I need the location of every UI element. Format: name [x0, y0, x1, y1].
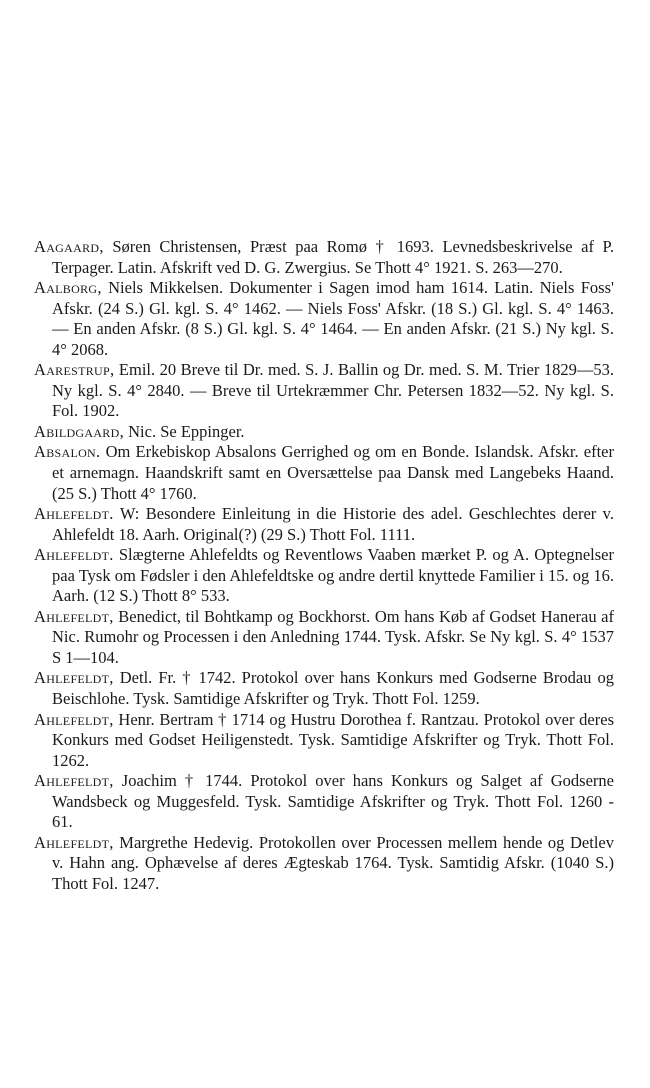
catalog-entry [34, 237, 614, 278]
catalog-entry [34, 360, 614, 422]
entry-text: Søren Christensen, Præst paa Romø † 1693. Levnedsbeskrivelse af P. Terpager. Latin. Afskrift ved D. G. Zwergius. Se Thott 4° 1921. S. 263—270. [52, 237, 614, 277]
catalog-entry [34, 504, 614, 545]
entry-name: Ahlefeldt, [34, 832, 114, 852]
catalog-entry [34, 607, 614, 669]
entry-name: Ahlefeldt, [34, 771, 114, 791]
catalog-entry [34, 278, 614, 360]
entry-text: Emil. 20 Breve til Dr. med. S. J. Ballin og Dr. med. S. M. Trier 1829—53. Ny kgl. S. 4° 2840. — Breve til Urtekræmmer Chr. Petersen 1832—52. Ny kgl. S. Fol. 1902. [52, 360, 614, 421]
entry-text: Om Erkebiskop Absalons Gerrighed og om en Bonde. Islandsk. Afskr. efter et arnemagn. Haandskrift samt en Oversættelse paa Dansk med Langebeks Haand. (25 S.) Thott 4° 1760. [52, 442, 614, 503]
entry-text: Slægterne Ahlefeldts og Reventlows Vaaben mærket P. og A. Optegnelser paa Tysk om Fødsler i den Ahlefeldtske og andre dertil knyttede Familier i 15. og 16. Aarh. (12 S.) Thott 8° 533. [52, 545, 614, 606]
entry-name: Abildgaard, [34, 421, 125, 441]
catalog-entry [34, 668, 614, 709]
entry-text: Nic. Se Eppinger. [124, 421, 245, 441]
entry-name: Aalborg, [34, 278, 102, 298]
entry-name: Ahlefeldt, [34, 709, 114, 729]
entry-text: Niels Mikkelsen. Dokumenter i Sagen imod ham 1614. Latin. Niels Foss' Afskr. (24 S.) Gl. kgl. S. 4° 1462. — Niels Foss' Afskr. (18 S.) Gl. kgl. S. 4° 1463. — En anden Afskr. (8 S.) Gl. kgl. S. 4° 1464. — En anden Afskr. (21 S.) Ny kgl. S. 4° 2068. [52, 278, 614, 359]
entry-name: Ahlefeldt, [34, 668, 114, 688]
entry-name: Aarestrup, [34, 360, 115, 380]
entry-name: Ahlefeldt. [34, 545, 114, 565]
catalog-entry [34, 545, 614, 607]
entry-text: Benedict, til Bohtkamp og Bockhorst. Om hans Køb af Godset Hanerau af Nic. Rumohr og Processen i den Anledning 1744. Tysk. Afskr. Se Ny kgl. S. 4° 1537 S 1—104. [52, 606, 614, 667]
entry-name: Aagaard, [34, 237, 104, 256]
entry-text: Detl. Fr. † 1742. Protokol over hans Konkurs med Godserne Brodau og Beischlohe. Tysk. Samtidige Afskrifter og Tryk. Thott Fol. 1259. [52, 668, 614, 709]
entry-text: Joachim † 1744. Protokol over hans Konkurs og Salget af Godserne Wandsbeck og Muggesfeld. Tysk. Samtidige Afskrifter og Tryk. Thott Fol. 1260 - 61. [52, 771, 614, 832]
catalog-entry [34, 422, 614, 443]
entry-name: Absalon. [34, 442, 101, 462]
catalog-entries [34, 237, 614, 895]
catalog-entry [34, 710, 614, 772]
catalog-entry [34, 833, 614, 895]
entry-text: Margrethe Hedevig. Protokollen over Processen mellem hende og Detlev v. Hahn ang. Ophævelse af deres Ægteskab 1764. Tysk. Samtidig Afskr. (1040 S.) Thott Fol. 1247. [52, 832, 614, 893]
entry-name: Ahlefeldt. [34, 504, 114, 524]
entry-text: W: Besondere Einleitung in die Historie des adel. Geschlechtes derer v. Ahlefeldt 18. Aarh. Original(?) (29 S.) Thott Fol. 1111. [52, 504, 614, 544]
entry-text: Henr. Bertram † 1714 og Hustru Dorothea f. Rantzau. Protokol over deres Konkurs med Godset Heiligenstedt. Tysk. Samtidige Afskrifter og Tryk. Thott Fol. 1262. [52, 709, 614, 770]
catalog-entry [34, 771, 614, 833]
entry-name: Ahlefeldt, [34, 606, 114, 626]
catalog-entry [34, 442, 614, 504]
